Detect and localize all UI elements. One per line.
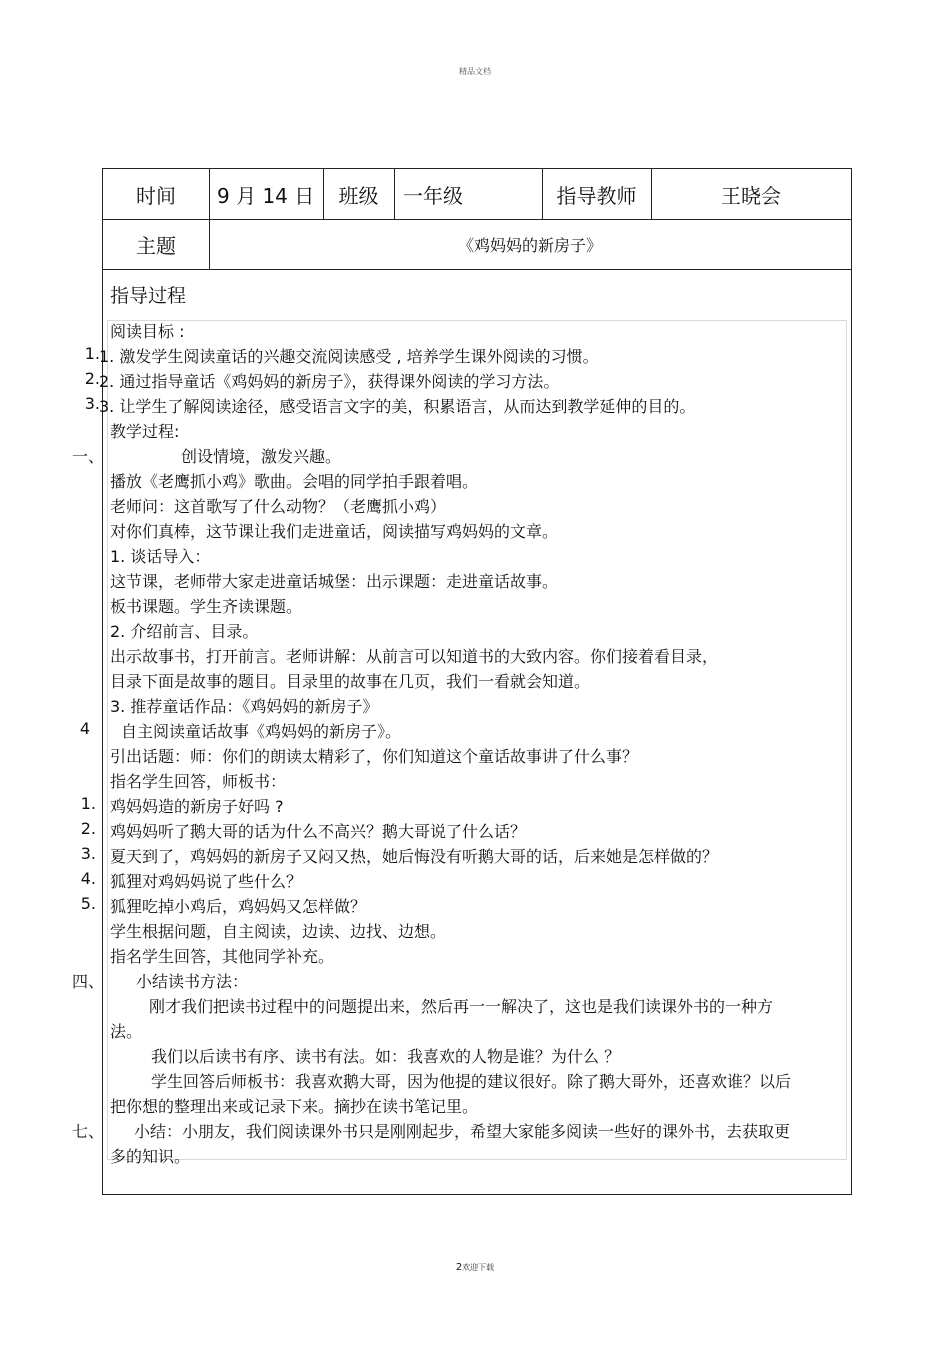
question-marker: 2. bbox=[80, 819, 96, 838]
paragraph-line: 2. 介绍前言、目录。 bbox=[110, 622, 259, 641]
question-marker: 3. bbox=[80, 844, 96, 863]
paragraph: 学生回答后师板书：我喜欢鹅大哥，因为他提的建议很好。除了鹅大哥外，还喜欢谁？以后把你想的整理出来或记录下来。摘抄在读书笔记里。 bbox=[110, 1072, 792, 1116]
question-marker: 1. bbox=[80, 794, 96, 813]
step-marker: 一、 bbox=[72, 447, 105, 466]
topic-label: 主题 bbox=[136, 233, 176, 258]
question-marker: 4. bbox=[80, 869, 96, 888]
goal-item: 1. 激发学生阅读童话的兴趣交流阅读感受 , 培养学生课外阅读的习惯。 bbox=[99, 347, 599, 366]
question-marker: 5. bbox=[80, 894, 96, 913]
step-heading: 创设情境，激发兴趣。 bbox=[181, 447, 342, 466]
class-value: 一年级 bbox=[403, 183, 463, 208]
teacher-label: 指导教师 bbox=[556, 183, 637, 208]
paragraph-line: 学生根据问题，自主阅读，边读、边找、边想。 bbox=[110, 922, 447, 941]
goals-label: 阅读目标 : bbox=[110, 322, 185, 341]
paragraph-line: 3. 推荐童话作品：《鸡妈妈的新房子》 bbox=[110, 697, 379, 716]
class-label: 班级 bbox=[338, 183, 379, 208]
teacher-value: 王晓会 bbox=[721, 183, 781, 208]
paragraph: 小结：小朋友，我们阅读课外书只是刚刚起步，希望大家能多阅读一些好的课外书，去获取更多的知识。 bbox=[110, 1122, 791, 1166]
goal-item: 2. 通过指导童话《鸡妈妈的新房子》，获得课外阅读的学习方法。 bbox=[99, 372, 560, 391]
topic-value: 《鸡妈妈的新房子》 bbox=[457, 235, 602, 255]
goal-marker: 3. bbox=[84, 394, 100, 413]
question-item: 夏天到了，鸡妈妈的新房子又闷又热，她后悔没有听鹅大哥的话，后来她是怎样做的？ bbox=[110, 847, 719, 866]
teaching-label: 教学过程: bbox=[110, 422, 180, 441]
paragraph-line: 目录下面是故事的题目。目录里的故事在几页，我们一看就会知道。 bbox=[110, 672, 591, 691]
paragraph-line: 指名学生回答，师板书： bbox=[110, 772, 287, 791]
col-divider bbox=[394, 169, 395, 219]
process-title: 指导过程 bbox=[110, 285, 187, 307]
question-item: 狐狸对鸡妈妈说了些什么？ bbox=[110, 872, 303, 891]
paragraph-line: 老师问：这首歌写了什么动物？（老鹰抓小鸡） bbox=[110, 497, 447, 516]
paragraph-line: 我们以后读书有序、读书有法。如：我喜欢的人物是谁？为什么 ？ bbox=[151, 1047, 621, 1066]
paragraph-line: 对你们真棒，这节课让我们走进童话，阅读描写鸡妈妈的文章。 bbox=[110, 522, 559, 541]
time-value: 9 月 14 日 bbox=[217, 183, 315, 208]
paragraph-line: 引出话题：师：你们的朗读太精彩了，你们知道这个童话故事讲了什么事？ bbox=[110, 747, 639, 766]
footer-text: 欢迎下载 bbox=[462, 1263, 495, 1272]
paragraph-line: 这节课，老师带大家走进童话城堡：出示课题：走进童话故事。 bbox=[110, 572, 559, 591]
row-divider bbox=[103, 269, 851, 270]
goal-marker: 1. bbox=[84, 344, 100, 363]
time-label: 时间 bbox=[136, 183, 176, 208]
paragraph-line: 出示故事书，打开前言。老师讲解：从前言可以知道书的大致内容。你们接着看目录， bbox=[110, 647, 719, 666]
question-item: 鸡妈妈听了鹅大哥的话为什么不高兴？鹅大哥说了什么话？ bbox=[110, 822, 527, 841]
paragraph: 刚才我们把读书过程中的问题提出来，然后再一一解决了，这也是我们读课外书的一种方法。 bbox=[110, 997, 774, 1041]
step-marker: 4 bbox=[79, 719, 90, 738]
goal-marker: 2. bbox=[84, 369, 100, 388]
paragraph-line: 1. 谈话导入： bbox=[110, 547, 211, 566]
question-item: 狐狸吃掉小鸡后，鸡妈妈又怎样做？ bbox=[110, 897, 367, 916]
paragraph-line: 板书课题。学生齐读课题。 bbox=[110, 597, 303, 616]
paragraph-line: 指名学生回答，其他同学补充。 bbox=[110, 947, 335, 966]
paragraph-line: 播放《老鹰抓小鸡》歌曲。会唱的同学拍手跟着唱。 bbox=[110, 472, 479, 491]
page-header-note: 精品文档 bbox=[459, 67, 491, 76]
step-marker: 四、 bbox=[72, 972, 105, 991]
step-marker: 七、 bbox=[72, 1122, 105, 1141]
step-heading: 自主阅读童话故事《鸡妈妈的新房子》。 bbox=[121, 722, 402, 741]
question-item: 鸡妈妈造的新房子好吗 ? bbox=[110, 797, 284, 816]
page-number: 2 bbox=[455, 1262, 463, 1273]
step-heading: 小结读书方法： bbox=[136, 972, 249, 991]
page-footer-note bbox=[0, 1262, 950, 1273]
goal-item: 3. 让学生了解阅读途径，感受语言文字的美，积累语言，从而达到教学延伸的目的。 bbox=[99, 397, 696, 416]
